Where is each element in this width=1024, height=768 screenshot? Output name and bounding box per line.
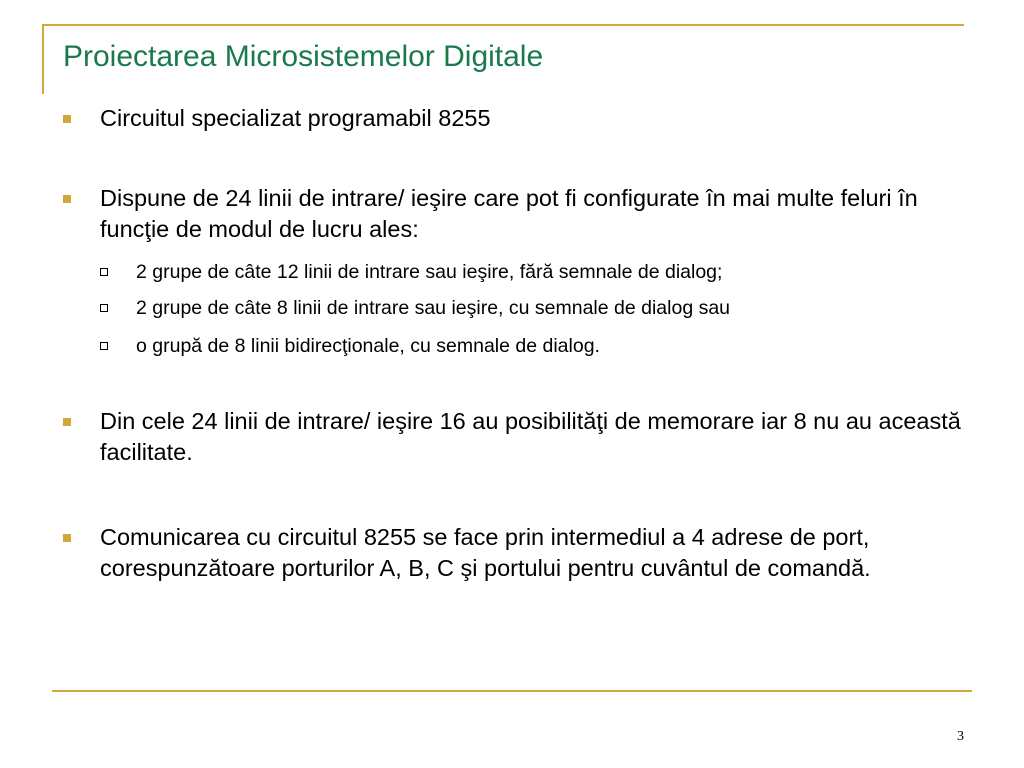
sub-bullet-text: o grupă de 8 linii bidirecţionale, cu semnale de dialog. bbox=[136, 335, 600, 357]
sub-bullet-text: 2 grupe de câte 8 linii de intrare sau ieşire, cu semnale de dialog sau bbox=[136, 297, 731, 319]
square-bullet-icon bbox=[63, 534, 71, 542]
hollow-square-bullet-icon bbox=[100, 304, 108, 312]
bottom-divider bbox=[52, 690, 972, 692]
sub-bullet-item bbox=[100, 295, 940, 321]
page-number: 3 bbox=[957, 729, 964, 744]
bullet-item bbox=[63, 522, 963, 584]
bullet-item bbox=[63, 103, 963, 134]
square-bullet-icon bbox=[63, 195, 71, 203]
bullet-text: Dispune de 24 linii de intrare/ ieşire care pot fi configurate în mai multe feluri în funcţie de modul de lucru ales: bbox=[100, 185, 918, 242]
square-bullet-icon bbox=[63, 115, 71, 123]
bullet-item bbox=[63, 183, 963, 245]
hollow-square-bullet-icon bbox=[100, 268, 108, 276]
title-accent-bar bbox=[42, 24, 44, 94]
slide-title: Proiectarea Microsistemelor Digitale bbox=[63, 40, 544, 73]
bullet-text: Din cele 24 linii de intrare/ ieşire 16 au posibilităţi de memorare iar 8 nu au această facilitate. bbox=[100, 408, 961, 465]
top-divider bbox=[42, 24, 964, 26]
sub-bullet-item bbox=[100, 259, 940, 285]
sub-bullet-text: 2 grupe de câte 12 linii de intrare sau ieşire, fără semnale de dialog; bbox=[136, 261, 723, 283]
bullet-text: Circuitul specializat programabil 8255 bbox=[100, 105, 491, 131]
hollow-square-bullet-icon bbox=[100, 342, 108, 350]
square-bullet-icon bbox=[63, 418, 71, 426]
sub-bullet-item bbox=[100, 333, 940, 359]
bullet-text: Comunicarea cu circuitul 8255 se face prin intermediul a 4 adrese de port, corespunzătoare porturilor A, B, C şi portului pentru cuvântul de comandă. bbox=[100, 524, 871, 581]
bullet-item bbox=[63, 406, 963, 468]
